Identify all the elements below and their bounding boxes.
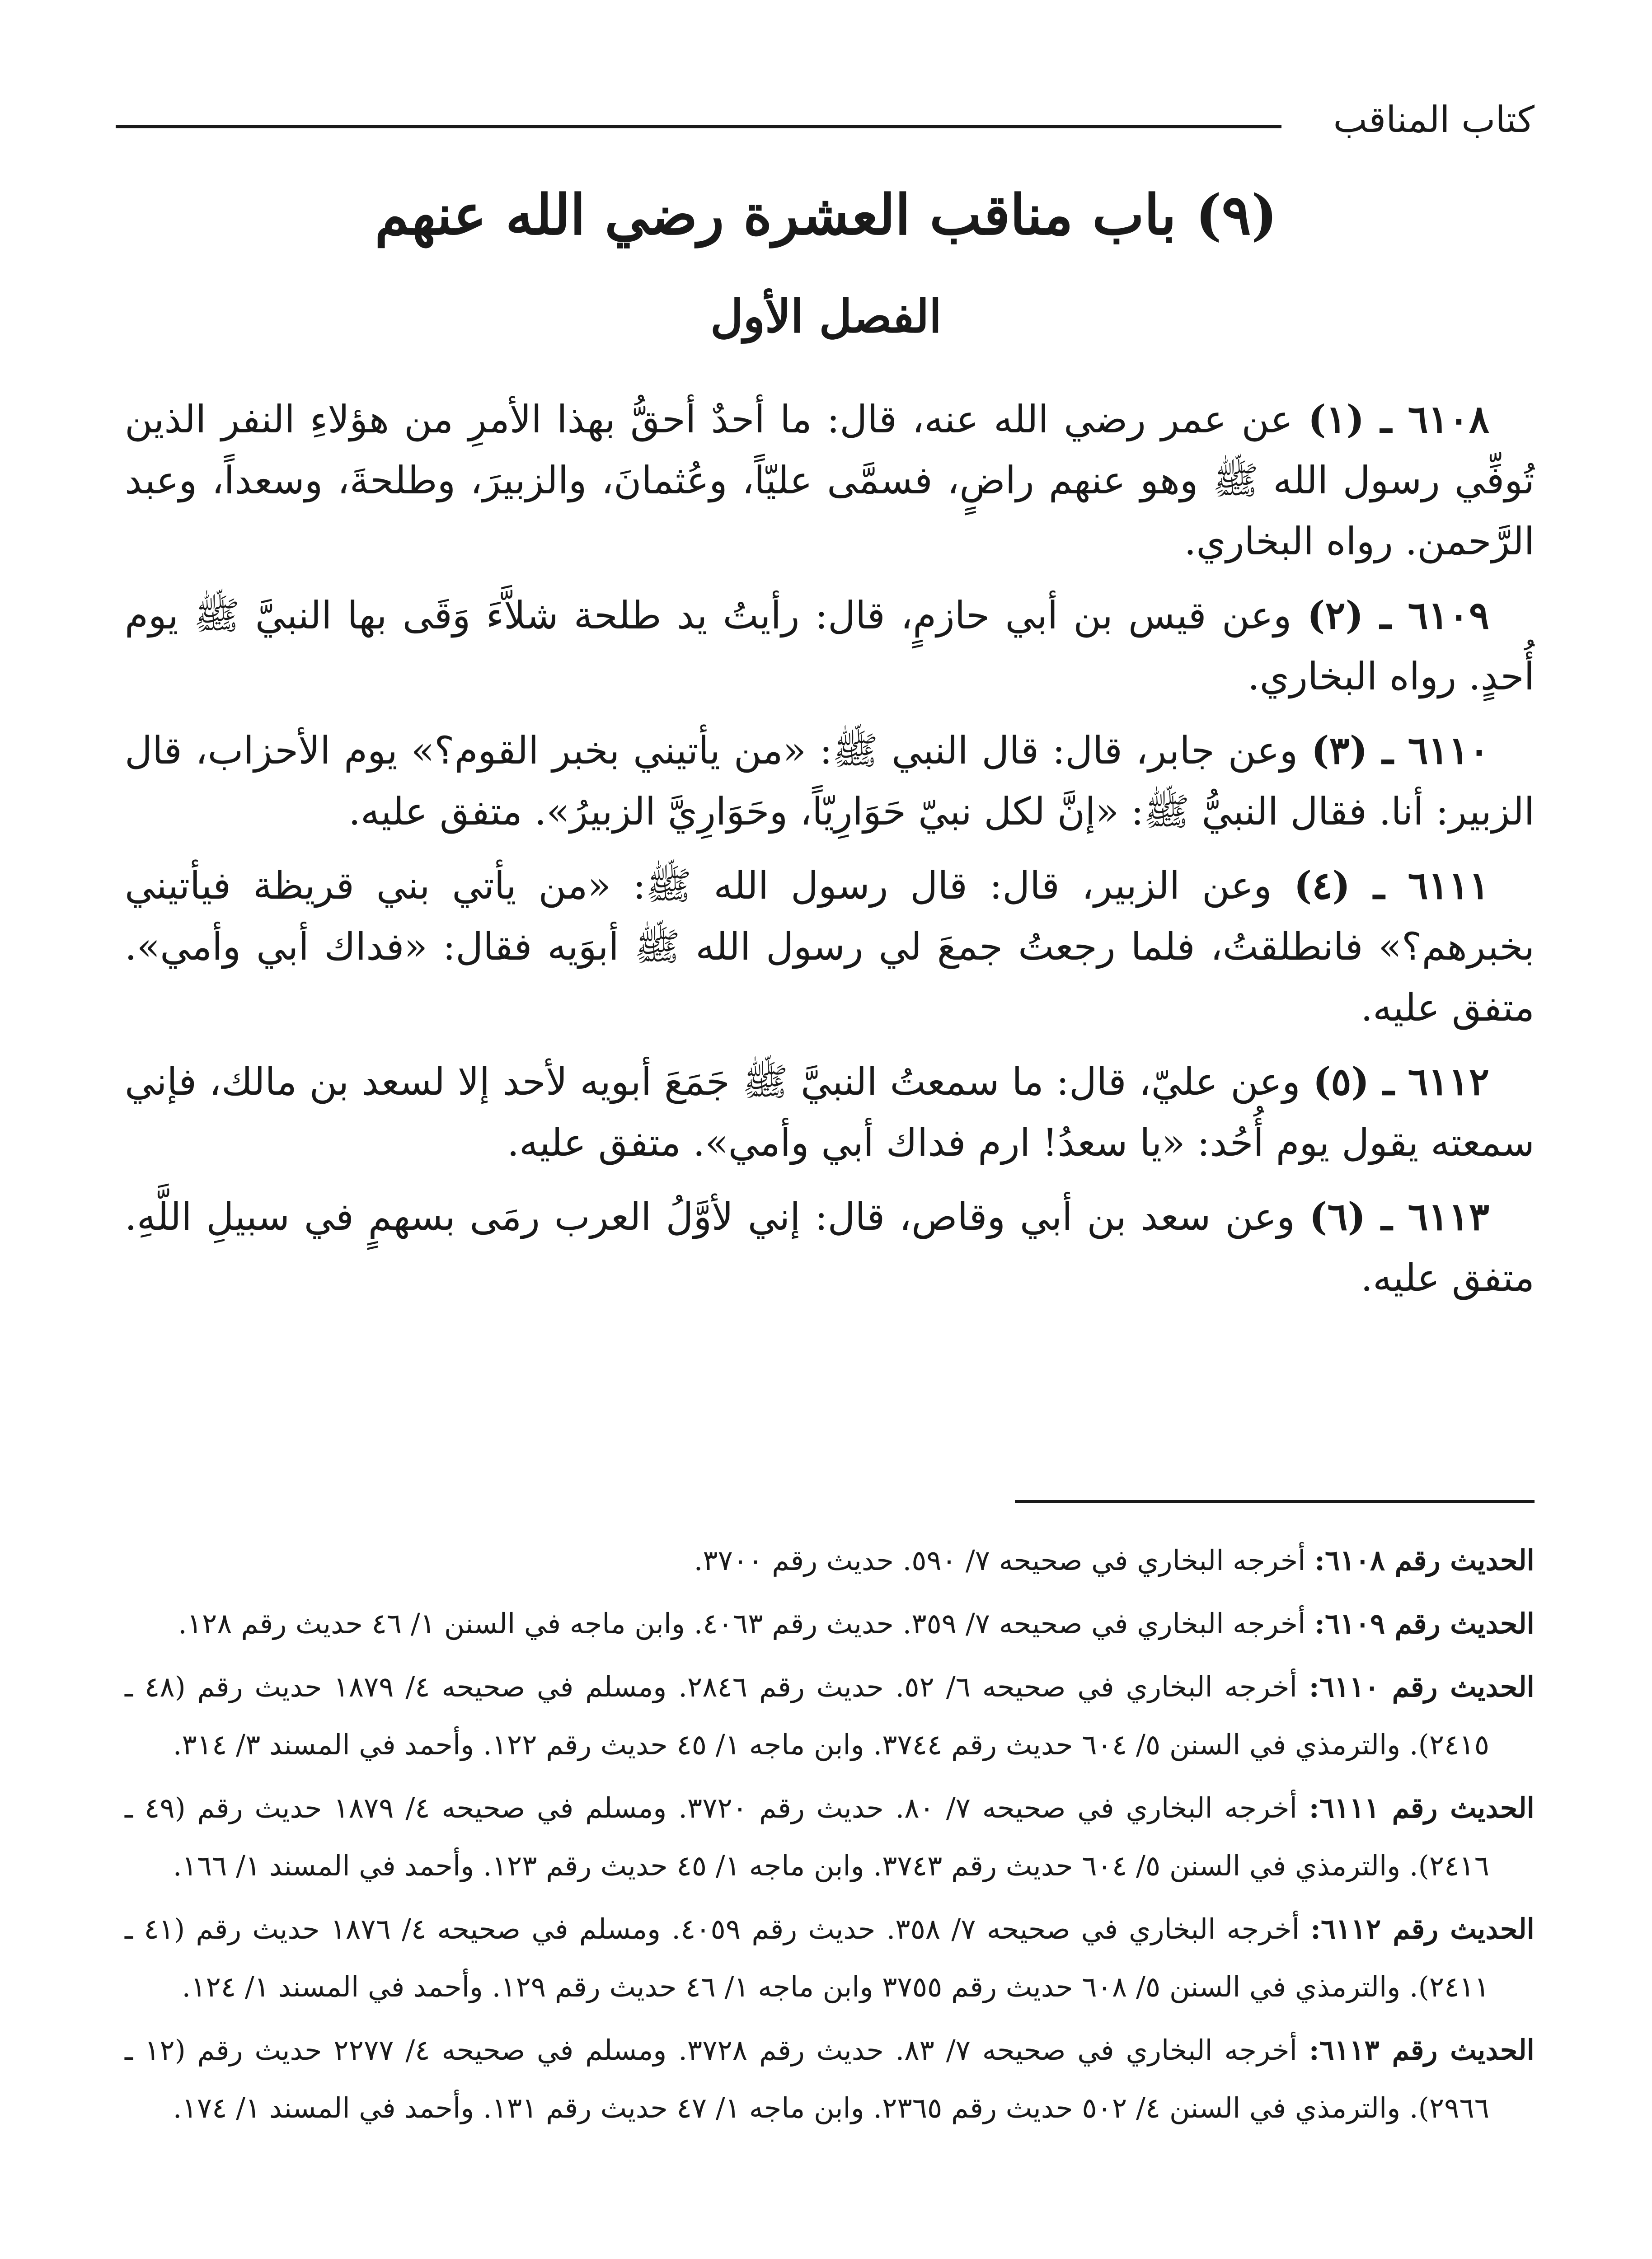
hadith-text: وعن قيس بن أبي حازمٍ، قال: رأيتُ يد طلحة شلاَّءَ وَقَى بها النبيَّ ﷺ يوم أُحدٍ. رواه البخاري. xyxy=(125,593,1535,698)
running-header xyxy=(116,97,1535,142)
hadith-text: وعن عليّ، قال: ما سمعتُ النبيَّ ﷺ جَمَعَ أبويه لأحد إلا لسعد بن مالك، فإني سمعته يقول يوم أُحُد: «يا سعدُ! ارم فداك أبي وأمي». متفق عليه. xyxy=(125,1059,1535,1165)
footnote xyxy=(125,1900,1535,2016)
hadith-number: ٦١١٠ ـ (٣) xyxy=(1311,728,1490,773)
footnotes xyxy=(125,1532,1535,2142)
hadith-number: ٦١١٢ ـ (٥) xyxy=(1313,1059,1489,1104)
hadith-text: وعن سعد بن أبي وقاص، قال: إني لأوَّلُ العرب رمَى بسهمٍ في سبيلِ اللَّهِ. متفق عليه. xyxy=(125,1195,1535,1300)
chapter-title: (٩) باب مناقب العشرة رضي الله عنهم xyxy=(375,182,1277,247)
footnote xyxy=(125,2021,1535,2137)
footnote-text: أخرجه البخاري في صحيحه ٧/ ٣٥٨. حديث رقم ٤٠٥٩. ومسلم في صحيحه ٤/ ١٨٧٦ حديث رقم (٤١ ـ ٢٤١١). والترمذي في السنن ٥/ ٦٠٨ حديث رقم ٣٧٥٥ وابن ماجه ١/ ٤٦ حديث رقم ١٢٩. وأحمد في المسند ١/ ١٢٤. xyxy=(125,1912,1489,2003)
hadith-number: ٦١٠٨ ـ (١) xyxy=(1308,397,1490,441)
footnote xyxy=(125,1595,1535,1653)
header-rule xyxy=(116,125,1281,128)
hadith-body xyxy=(125,389,1535,1321)
footnote-ref: الحديث رقم ٦١١٣: xyxy=(1309,2034,1535,2067)
hadith-text: عن عمر رضي الله عنه، قال: ما أحدٌ أحقُّ بهذا الأمرِ من هؤلاءِ النفر الذين تُوفِّي رسول الله ﷺ وهو عنهم راضٍ، فسمَّى عليّاً، وعُثمانَ، والزبيرَ، وطلحةَ، وسعداً، وعبد الرَّحمن. رواه البخاري. xyxy=(125,397,1535,563)
footnote-text: أخرجه البخاري في صحيحه ٦/ ٥٢. حديث رقم ٢٨٤٦. ومسلم في صحيحه ٤/ ١٨٧٩ حديث رقم (٤٨ ـ ٢٤١٥). والترمذي في السنن ٥/ ٦٠٤ حديث رقم ٣٧٤٤. وابن ماجه ١/ ٤٥ حديث رقم ١٢٢. وأحمد في المسند ٣/ ٣١٤. xyxy=(125,1670,1489,1761)
hadith-paragraph xyxy=(125,1186,1535,1308)
hadith-text: وعن جابر، قال: قال النبي ﷺ: «من يأتيني بخبر القوم؟» يوم الأحزاب، قال الزبير: أنا. فقال النبيُّ ﷺ: «إنَّ لكل نبيّ حَوَارِيّاً، وحَوَارِيَّ الزبيرُ». متفق عليه. xyxy=(125,728,1535,834)
footnote xyxy=(125,1658,1535,1774)
hadith-paragraph xyxy=(125,720,1535,842)
hadith-number: ٦١١٣ ـ (٦) xyxy=(1309,1194,1489,1239)
hadith-paragraph xyxy=(125,855,1535,1038)
footnote-text: أخرجه البخاري في صحيحه ٧/ ٨٣. حديث رقم ٣٧٢٨. ومسلم في صحيحه ٤/ ٢٢٧٧ حديث رقم (١٢ ـ ٢٩٦٦). والترمذي في السنن ٤/ ٥٠٢ حديث رقم ٢٣٦٥. وابن ماجه ١/ ٤٧ حديث رقم ١٣١. وأحمد في المسند ١/ ١٧٤. xyxy=(125,2034,1489,2124)
section-title: الفصل الأول xyxy=(710,290,942,343)
footnote-ref: الحديث رقم ٦١١١: xyxy=(1309,1791,1535,1824)
footnote-ref: الحديث رقم ٦١٠٨: xyxy=(1314,1544,1535,1577)
footnote xyxy=(125,1779,1535,1895)
footnote-ref: الحديث رقم ٦١٠٩: xyxy=(1314,1607,1535,1640)
footnote-ref: الحديث رقم ٦١١٠: xyxy=(1309,1670,1535,1703)
hadith-number: ٦١١١ ـ (٤) xyxy=(1294,863,1490,908)
footnote-separator xyxy=(1015,1500,1535,1503)
footnote-ref: الحديث رقم ٦١١٢: xyxy=(1310,1912,1535,1945)
book-name: كتاب المناقب xyxy=(1333,98,1535,141)
footnote-text: أخرجه البخاري في صحيحه ٧/ ٨٠. حديث رقم ٣٧٢٠. ومسلم في صحيحه ٤/ ١٨٧٩ حديث رقم (٤٩ ـ ٢٤١٦). والترمذي في السنن ٥/ ٦٠٤ حديث رقم ٣٧٤٣. وابن ماجه ١/ ٤٥ حديث رقم ١٢٣. وأحمد في المسند ١/ ١٦٦. xyxy=(125,1791,1489,1882)
footnote-text: أخرجه البخاري في صحيحه ٧/ ٣٥٩. حديث رقم ٤٠٦٣. وابن ماجه في السنن ١/ ٤٦ حديث رقم ١٢٨. xyxy=(178,1607,1306,1640)
hadith-paragraph xyxy=(125,585,1535,707)
hadith-number: ٦١٠٩ ـ (٢) xyxy=(1307,593,1490,637)
hadith-paragraph xyxy=(125,1051,1535,1173)
hadith-text: وعن الزبير، قال: قال رسول الله ﷺ: «من يأتي بني قريظة فيأتيني بخبرهم؟» فانطلقتُ، فلما رجعتُ جمعَ لي رسول الله ﷺ أبوَيه فقال: «فداك أبي وأمي». متفق عليه. xyxy=(125,863,1535,1030)
footnote xyxy=(125,1532,1535,1589)
hadith-paragraph xyxy=(125,389,1535,572)
footnote-text: أخرجه البخاري في صحيحه ٧/ ٥٩٠. حديث رقم ٣٧٠٠. xyxy=(694,1544,1306,1577)
